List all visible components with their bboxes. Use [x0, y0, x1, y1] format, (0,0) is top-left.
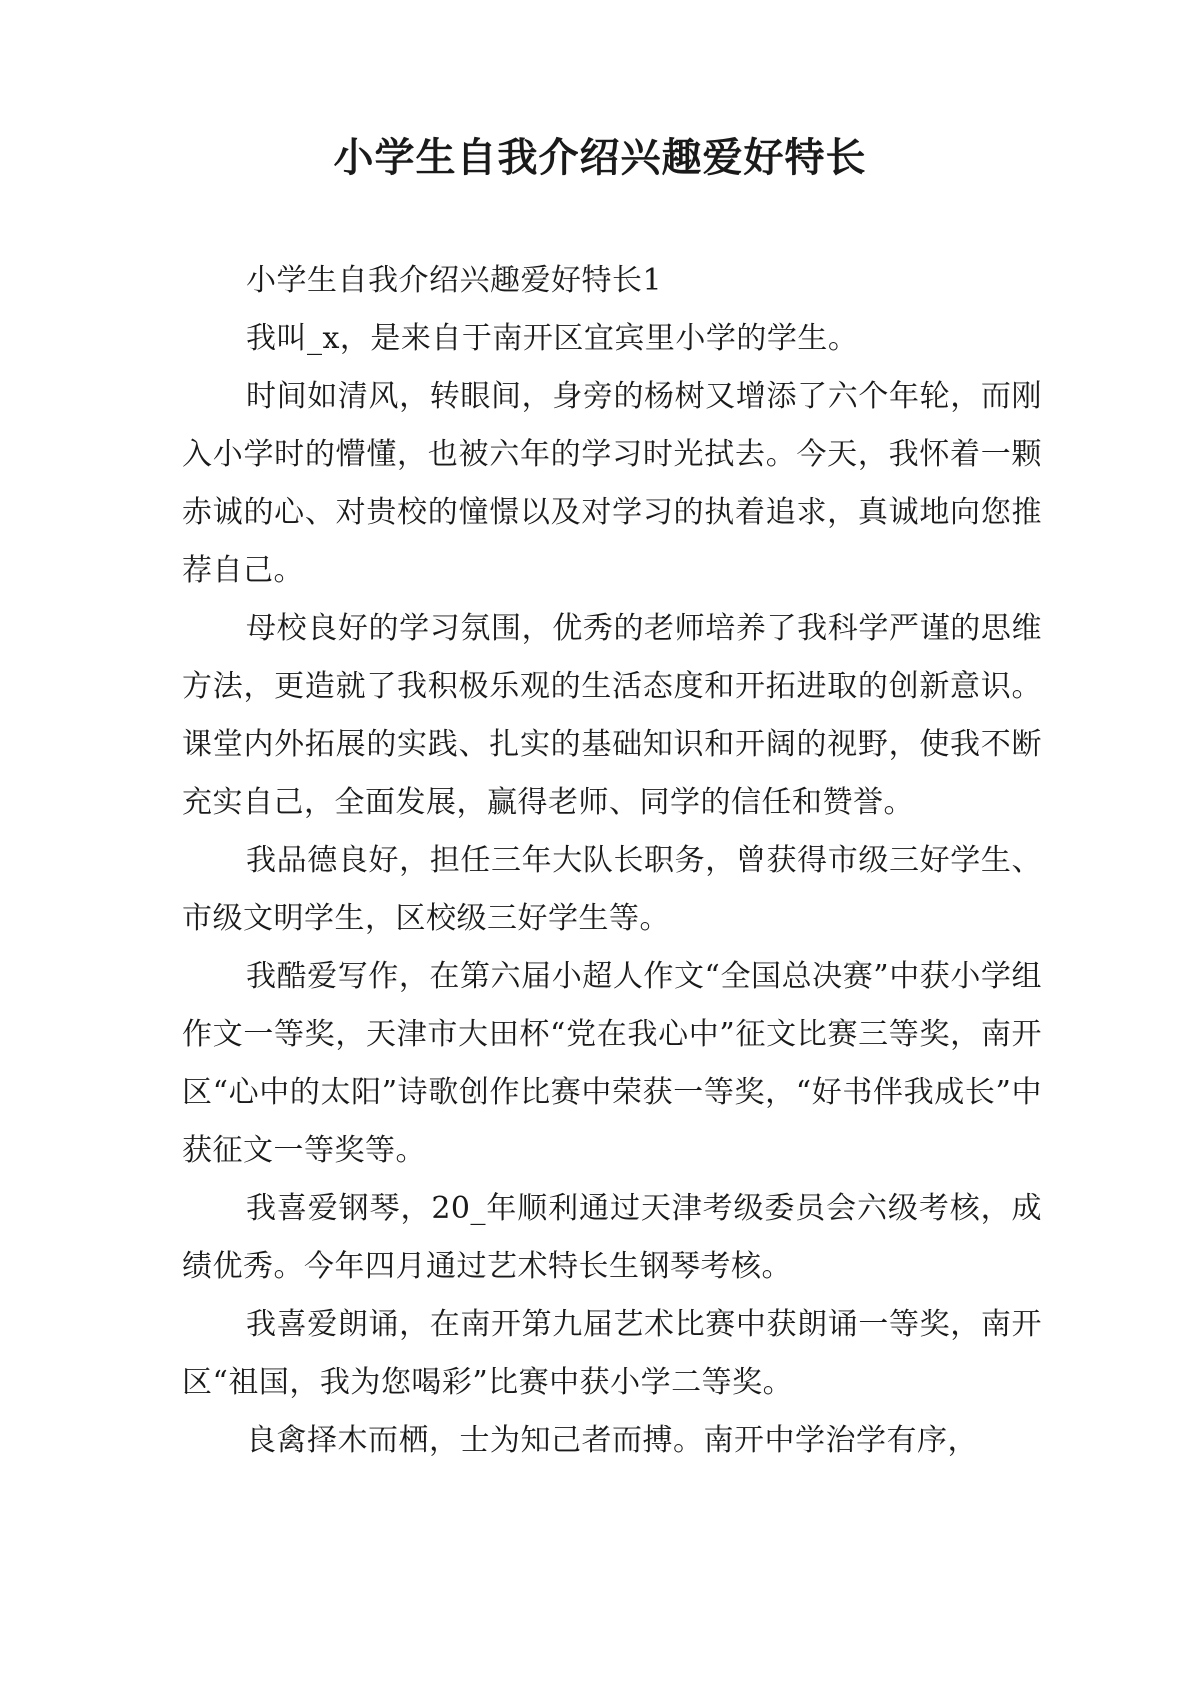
- paragraph-closing: 良禽择木而栖，士为知己者而搏。南开中学治学有序，: [246, 1423, 978, 1458]
- paragraph-writing: 我酷爱写作，在第六届小超人作文“全国总决赛”中获小学组作文一等奖，天津市大田杯“党在我心中”征文比赛三等奖，南开区“心中的太阳”诗歌创作比赛中荣获一等奖，“好书伴我成长”中获征文一等奖等。: [182, 959, 1042, 1168]
- paragraph-character: 我品德良好，担任三年大队长职务，曾获得市级三好学生、市级文明学生，区校级三好学生等。: [182, 843, 1042, 936]
- paragraph-time: 时间如清风，转眼间，身旁的杨树又增添了六个年轮，而刚入小学时的懵懂，也被六年的学习时光拭去。今天，我怀着一颗赤诚的心、对贵校的憧憬以及对学习的执着追求，真诚地向您推荐自己。: [182, 379, 1042, 588]
- section-heading: 小学生自我介绍兴趣爱好特长1: [246, 263, 663, 298]
- document-body: [182, 252, 1042, 1470]
- paragraph-recitation: 我喜爱朗诵，在南开第九届艺术比赛中获朗诵一等奖，南开区“祖国，我为您喝彩”比赛中获小学二等奖。: [182, 1307, 1042, 1400]
- paragraph-intro: 我叫_x，是来自于南开区宜宾里小学的学生。: [246, 321, 859, 356]
- document-title: 小学生自我介绍兴趣爱好特长: [333, 135, 867, 181]
- paragraph-piano: 我喜爱钢琴，20_年顺利通过天津考级委员会六级考核，成绩优秀。今年四月通过艺术特长生钢琴考核。: [182, 1191, 1042, 1284]
- paragraph-school: 母校良好的学习氛围，优秀的老师培养了我科学严谨的思维方法，更造就了我积极乐观的生活态度和开拓进取的创新意识。课堂内外拓展的实践、扎实的基础知识和开阔的视野，使我不断充实自己，全面发展，赢得老师、同学的信任和赞誉。: [182, 611, 1042, 820]
